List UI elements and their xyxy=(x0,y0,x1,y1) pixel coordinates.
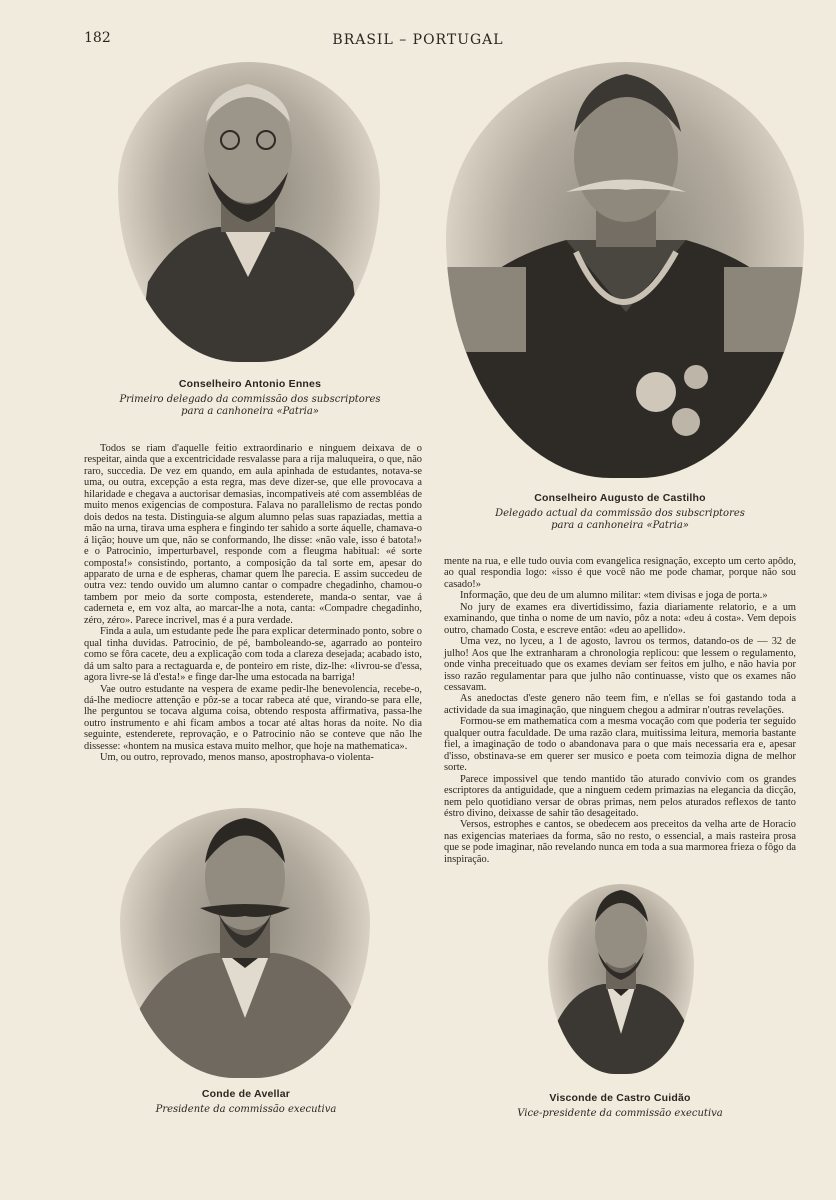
portrait-ennes-figure xyxy=(118,62,380,362)
caption-role xyxy=(100,394,400,418)
caption-role xyxy=(470,1108,770,1120)
caption-role-line: Delegado actual da commissão dos subscriptores xyxy=(495,508,745,519)
paragraph: Informação, que deu de um alumno militar: «tem divisas e joga de porta.» xyxy=(460,590,768,602)
portrait-antonio-ennes xyxy=(118,62,380,362)
caption-visconde-de-castro-cuidao xyxy=(470,1092,770,1120)
caption-name: Conde de Avellar xyxy=(201,1088,291,1100)
portrait-avellar-figure xyxy=(120,808,370,1078)
right-article-column xyxy=(444,556,796,876)
paragraph: Um, ou outro, reprovado, menos manso, apostrophava-o violenta- xyxy=(100,752,374,764)
caption-name: Visconde de Castro Cuidão xyxy=(549,1092,691,1104)
caption-role-line: para a canhoneira «Patria» xyxy=(181,406,319,417)
portrait-conde-de-avellar xyxy=(120,808,370,1078)
portrait-visconde-de-castro-cuidao xyxy=(548,884,694,1074)
paragraph: Versos, estrophes e cantos, se obedecem aos preceitos da velha arte de Horacio nas exigencias materiaes da forma, são no resto, o essencial, a mais rasteira prosa que se pode imaginar, não revelando nunca em toda a sua marmorea frieza o fôgo da inspiração. xyxy=(444,819,796,865)
paragraph: Formou-se em mathematica com a mesma vocação com que poderia ter seguido qualquer outra faculdade. De uma razão clara, muitissima leitura, memoria bastante fiel, a imaginação de todo o abandonava para o que mais necessaria era e, apesar d'isso, obstinava-se em querer ser musico e poeta com teimozia digna de melhor sorte. xyxy=(444,716,796,774)
paragraph: Finda a aula, um estudante pede lhe para explicar determinado ponto, sobre o qual tinha duvidas. Patrocinio, de pé, bamboleando-se, agarrado ao ponteiro como se fôra cacete, deu a explicação com toda a clareza desejada; acabado isto, dá um salto para a rectaguarda e, de ponteiro em riste, diz-lhe: «livrou-se d'essa, agora livre-se lá d'esta!» e finge dar-lhe uma estocada na barriga! xyxy=(84,626,422,684)
paragraph: As anedoctas d'este genero não teem fim, e n'ellas se foi gastando toda a actividade da sua imaginação, que ninguem chegou a admirar n'outras revelações. xyxy=(444,693,796,716)
caption-conde-de-avellar xyxy=(96,1088,396,1116)
caption-role-line: para a canhoneira «Patria» xyxy=(551,520,689,531)
paragraph: No jury de exames era divertidissimo, fazia diariamente relatorio, e a um examinando, que tinha o nome de um navio, pôz a nota: «deu á costa». Vem depois outro, chamado Costa, e escreve então: «deu ao apellido». xyxy=(444,601,796,636)
page-number: 182 xyxy=(84,30,111,46)
portrait-augusto-de-castilho xyxy=(446,62,804,478)
portrait-cuidao-figure xyxy=(548,884,694,1074)
portrait-castilho-figure xyxy=(446,62,804,478)
caption-role-line: Presidente da commissão executiva xyxy=(155,1104,337,1115)
caption-role-line: Vice-presidente da commissão executiva xyxy=(517,1108,723,1119)
caption-role-line: Primeiro delegado da commissão dos subscriptores xyxy=(119,394,381,405)
caption-name: Conselheiro Antonio Ennes xyxy=(178,378,322,390)
caption-role xyxy=(470,508,770,532)
caption-name: Conselheiro Augusto de Castilho xyxy=(534,492,706,504)
paragraph: Uma vez, no lyceu, a 1 de agosto, lavrou os termos, datando-os de — 32 de julho! Aos que lhe extranharam a chronologia replicou: que lessem o regulamento, onde vinha preceituado que os exames deviam ser feitos em julho, e não havia por isso razão regulamentar para que julho não continuasse, visto que os exames não cessavam. xyxy=(444,636,796,693)
running-title: BRASIL – PORTUGAL xyxy=(332,32,504,48)
caption-antonio-ennes xyxy=(100,378,400,418)
caption-augusto-de-castilho xyxy=(470,492,770,532)
paragraph: Todos se riam d'aquelle feitio extraordinario e ninguem deixava de o respeitar, ainda que a excentricidade resvalasse para a rija maluqueira, o que, não raro, succedia. De vez em quando, em aula apinhada de estudantes, notava-se uma, ou outra, excepção a esta regra, mas deve dizer-se, que elle provocava a hilaridade e chegava a auctorisar demasias, incompativeis até com assembléas de muito menos exigencias de compostura. Falava no parallelismo de rectas pondo dois dedos na testa. Distinguia-se algum alumno pelas suas rapaziadas, mettia a mão na urna, tirava uma esphera e fingindo ter sahido a sorte áquelle, chamava-o á lição; houve um que, não se conformando, lhe disse: «não vale, isso é batota!» e o Patrocinio, imperturbavel, responde com a fleugma habitual: «é sorte composta!» consistindo, portanto, a composição da tal sorte em, apesar do apparato de urna e de espheras, chamar quem lhe parecia. E assim succedeu de outra vez: tendo ouvido um alumno cantar o compadre chegadinho, chamou-o tambem por meio da sorte composta, estenderete, manda-o sentar, vae á caderneta e, em voz alta, ao marcar-lhe a nota, canta: «Compadre chegadinho, zéro, zéro». Parece incrivel, mas é a pura verdade. xyxy=(84,443,422,626)
caption-role xyxy=(96,1104,396,1116)
paragraph: Vae outro estudante na vespera de exame pedir-lhe benevolencia, recebe-o, dá-lhe mediocre attenção e pôz-se a tocar rabeca até que, virando-se para elle, lhe perguntou se tocava alguma coisa, obtendo resposta affirmativa, passa-lhe outro instrumento e ahi ficam ambos a tocar até altas horas da noite. No dia seguinte, estenderete, reprovação, e o Patrocinio não se conteve que não lhe dissesse: «hontem na musica estava muito melhor, que hoje na mathematica». xyxy=(84,683,422,752)
paragraph: Parece impossivel que tendo mantido tão aturado convivio com os grandes escriptores da antiguidade, que a ninguem cedem primazias na elegancia da dicção, nem pelo quotidiano versar de obras primas, nem pelos aturados reflexos de tanto éstro divino, deixasse de sahir tão desageitado. xyxy=(444,773,796,819)
left-article-column xyxy=(84,443,422,788)
paragraph: mente na rua, e elle tudo ouvia com evangelica resignação, excepto um certo apôdo, ao qual respondia logo: «isso é que você não me pode chamar, porque não sou casado!» xyxy=(444,556,796,590)
